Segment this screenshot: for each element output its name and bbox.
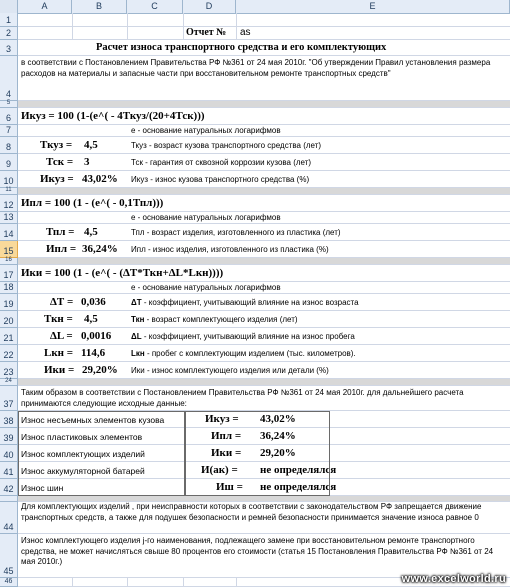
summary-battery-wear[interactable]: не определялся (260, 464, 337, 476)
row-16-separator (18, 258, 510, 265)
max-wear-note: Износ комплектующего изделия j-го наименования, подлежащего замене при восстановительном ремонте транспортного средства, не может начисляться свыше 80 процентов его стоимости (статья 15 Постановления Правительства РФ №361 от 24 мая 2010г.) (21, 536, 494, 566)
component-age-value[interactable]: 4,5 (84, 313, 98, 325)
column-header-bar (0, 0, 510, 14)
row-header[interactable]: 41 (0, 462, 18, 479)
row-2 (18, 27, 510, 40)
row-header[interactable]: 22 (0, 345, 18, 362)
summary-values-frame (185, 411, 330, 496)
symbol-label: Иш = (216, 481, 243, 493)
body-age-value[interactable]: 4,5 (84, 139, 98, 151)
description: Тск - гарантия от сквозной коррозии кузова (лет) (131, 158, 312, 167)
summary-label: Износ комплектующих изделий (21, 449, 145, 459)
row-header[interactable]: 7 (0, 125, 18, 137)
row-header[interactable]: 38 (0, 411, 18, 428)
description: Ики - износ комплектующего изделия или детали (%) (131, 366, 329, 375)
row-header[interactable]: 46 (0, 578, 18, 587)
row-37 (18, 386, 510, 411)
row-header[interactable]: 42 (0, 479, 18, 496)
row-header[interactable]: 21 (0, 328, 18, 345)
row-1 (18, 13, 510, 27)
description: Ткуз - возраст кузова транспортного средства (лет) (131, 141, 322, 150)
row-header[interactable]: 1 (0, 13, 18, 27)
description: Тпл - возраст изделия, изготовленного из пластика (лет) (131, 228, 341, 237)
symbol-label: ΔТ = (50, 296, 74, 308)
symbol-label: И(ак) = (201, 464, 238, 476)
select-all-corner[interactable] (0, 0, 18, 13)
row-header-selected[interactable]: 15 (0, 241, 18, 258)
description: Ипл - износ изделия, изготовленного из пластика (%) (131, 245, 329, 254)
report-number-value[interactable]: as (240, 27, 251, 38)
row-header[interactable]: 40 (0, 445, 18, 462)
description: ΔL - коэффициент, учитывающий влияние на износ пробега (131, 332, 355, 341)
row-19 (18, 294, 510, 311)
column-header-d[interactable]: D (183, 0, 236, 13)
row-header[interactable]: 37 (0, 386, 18, 411)
row-13 (18, 212, 510, 224)
body-wear-formula: Икуз = 100 (1-(е^( - 4Ткуз/(20+4Тск))) (21, 110, 205, 122)
row-header[interactable]: 24 (0, 379, 18, 386)
symbol-label: Икуз = (205, 413, 239, 425)
mileage-coefficient-value[interactable]: 0,0016 (81, 330, 112, 342)
row-18 (18, 282, 510, 294)
page-title: Расчет износа транспортного средства и его комплектующих (96, 42, 387, 53)
symbol-label: Икуз = (40, 173, 74, 185)
summary-label: Износ несъемных элементов кузова (21, 415, 165, 425)
components-wear-result[interactable]: 29,20% (82, 364, 118, 376)
row-3 (18, 40, 510, 56)
summary-tires-wear[interactable]: не определялся (260, 481, 337, 493)
regulation-text: в соответствии с Постановлением Правительства РФ №361 от 24 мая 2010г. "Об утверждении Правил установления размера расходов на материалы и запасные части при восстановительном ремонте транспортных средств" (21, 58, 491, 78)
row-header[interactable]: 3 (0, 40, 18, 56)
description: Ткн - возраст комплектующего изделия (лет) (131, 315, 298, 324)
body-wear-result[interactable]: 43,02% (82, 173, 118, 185)
row-11-separator (18, 188, 510, 195)
row-header[interactable]: 17 (0, 265, 18, 282)
components-wear-formula: Ики = 100 (1 - (е^( - (ΔТ*Ткн+ΔL*Lкн)))) (21, 267, 224, 279)
column-header-b[interactable]: B (72, 0, 127, 13)
row-24-separator (18, 379, 510, 386)
zero-wear-note: Для комплектующих изделий , при неисправности которых в соответствии с законодательством РФ запрещается движение транспортных средств, а также для подушек безопасности и ремней безопасности принимается значение износа равное 0 (21, 502, 482, 522)
row-15 (18, 241, 510, 258)
plastic-wear-result[interactable]: 36,24% (82, 243, 118, 255)
summary-labels-frame (18, 411, 185, 496)
row-10 (18, 171, 510, 188)
symbol-label: Ики = (211, 447, 242, 459)
symbol-label: Тпл = (46, 226, 75, 238)
symbol-label: Ткуз = (40, 139, 73, 151)
summary-components-wear[interactable]: 29,20% (260, 447, 296, 459)
column-header-c[interactable]: C (127, 0, 183, 13)
row-20 (18, 311, 510, 328)
row-header[interactable]: 9 (0, 154, 18, 171)
symbol-label: Ткн = (44, 313, 73, 325)
symbol-label: Ипл = (211, 430, 242, 442)
row-header[interactable]: 45 (0, 534, 18, 578)
symbol-label: Ипл = (46, 243, 77, 255)
description: Lкн - пробег с комплектующим изделием (тыс. километров). (131, 349, 356, 358)
watermark: www.excelworld.ru (401, 573, 506, 585)
row-header[interactable]: 8 (0, 137, 18, 154)
row-44 (18, 502, 510, 534)
row-4 (18, 56, 510, 101)
row-9 (18, 154, 510, 171)
summary-label: Износ аккумуляторной батарей (21, 466, 145, 476)
row-header[interactable]: 13 (0, 212, 18, 224)
row-header[interactable]: 20 (0, 311, 18, 328)
row-header[interactable]: 16 (0, 258, 18, 265)
row-21 (18, 328, 510, 345)
row-header[interactable]: 44 (0, 502, 18, 534)
row-header[interactable]: 2 (0, 27, 18, 40)
row-header[interactable]: 18 (0, 282, 18, 294)
row-17 (18, 265, 510, 282)
row-header[interactable]: 10 (0, 171, 18, 188)
age-coefficient-value[interactable]: 0,036 (81, 296, 106, 308)
row-header[interactable]: 23 (0, 362, 18, 379)
row-header[interactable]: 5 (0, 101, 18, 108)
description: е - основание натуральных логарифмов (131, 283, 281, 292)
description: Икуз - износ кузова транспортного средства (%) (131, 175, 310, 184)
summary-label: Износ пластиковых элементов (21, 432, 143, 442)
row-5-separator (18, 101, 510, 108)
symbol-label: Тск = (46, 156, 74, 168)
row-7 (18, 125, 510, 137)
description: ΔТ - коэффициент, учитывающий влияние на износ возраста (131, 298, 359, 307)
row-header[interactable]: 19 (0, 294, 18, 311)
summary-plastic-wear[interactable]: 36,24% (260, 430, 296, 442)
report-label: Отчет № (186, 27, 227, 38)
row-6 (18, 108, 510, 125)
corrosion-warranty-value[interactable]: 3 (84, 156, 90, 168)
column-header-e[interactable]: E (236, 0, 510, 13)
row-23 (18, 362, 510, 379)
symbol-label: Ики = (44, 364, 75, 376)
symbol-label: ΔL = (50, 330, 73, 342)
description: е - основание натуральных логарифмов (131, 126, 281, 135)
row-header[interactable]: 11 (0, 188, 18, 195)
component-mileage-value[interactable]: 114,6 (81, 347, 106, 359)
column-header-a[interactable]: A (18, 0, 72, 13)
row-45 (18, 534, 510, 578)
summary-text: Таким образом в соответствии с Постановлением Правительства РФ №361 от 24 мая 2010г. для дальнейшего расчета принимаются следующие исходные данные: (21, 388, 464, 408)
symbol-label: Lкн = (44, 347, 74, 359)
row-header[interactable]: 6 (0, 108, 18, 125)
summary-body-wear[interactable]: 43,02% (260, 413, 296, 425)
row-header[interactable]: 12 (0, 195, 18, 212)
row-22 (18, 345, 510, 362)
row-header[interactable]: 4 (0, 56, 18, 101)
plastic-wear-formula: Ипл = 100 (1 - (е^( - 0,1Тпл))) (21, 197, 164, 209)
description: е - основание натуральных логарифмов (131, 213, 281, 222)
plastic-age-value[interactable]: 4,5 (84, 226, 98, 238)
summary-label: Износ шин (21, 483, 64, 493)
row-header[interactable]: 39 (0, 428, 18, 445)
row-14 (18, 224, 510, 241)
row-8 (18, 137, 510, 154)
row-header[interactable]: 14 (0, 224, 18, 241)
row-12 (18, 195, 510, 212)
